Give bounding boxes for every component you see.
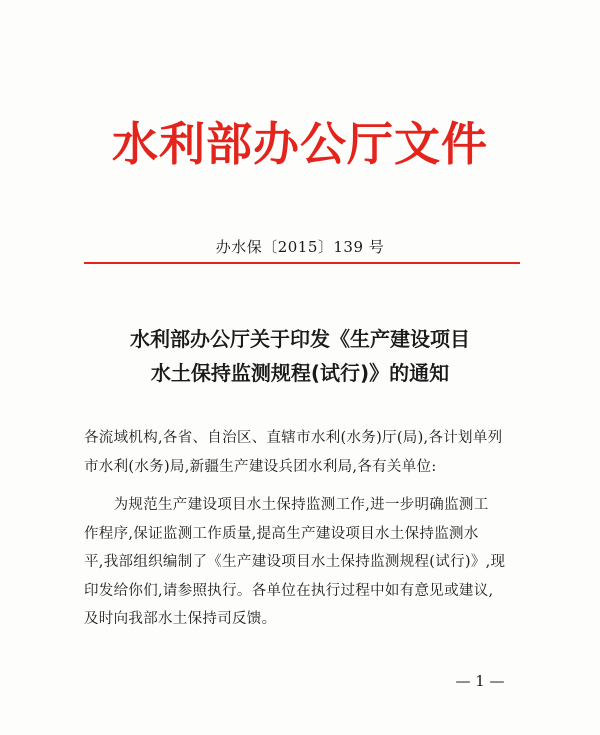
masthead-title: 水利部办公厅文件 [112, 117, 488, 171]
body-line-2: 作程序,保证监测工作质量,提高生产建设项目水土保持监测水 [84, 525, 479, 542]
page-number: — 1 — [455, 672, 505, 690]
salutation-line-1: 各流域机构,各省、自治区、直辖市水利(水务)厅(局),各计划单列 [84, 430, 503, 446]
body-line-5: 及时向我部水土保持司反馈。 [84, 611, 277, 627]
body-line-3: 平,我部组织编制了《生产建设项目水土保持监测规程(试行)》,现 [84, 554, 506, 570]
title-line-1: 水利部办公厅关于印发《生产建设项目 [130, 327, 470, 351]
document-title [0, 322, 600, 390]
document-number: 办水保〔2015〕139 号 [215, 238, 385, 256]
red-divider-line [84, 262, 520, 264]
body-line-4: 印发给你们,请参照执行。各单位在执行过程中如有意见或建议, [84, 582, 494, 599]
title-line-2: 水土保持监测规程(试行)》的通知 [150, 361, 450, 385]
document-body [84, 424, 530, 634]
salutation-line-2: 市水利(水务)局,新疆生产建设兵团水利局,各有关单位: [84, 458, 437, 475]
body-line-1: 为规范生产建设项目水土保持监测工作,进一步明确监测工 [84, 497, 489, 513]
